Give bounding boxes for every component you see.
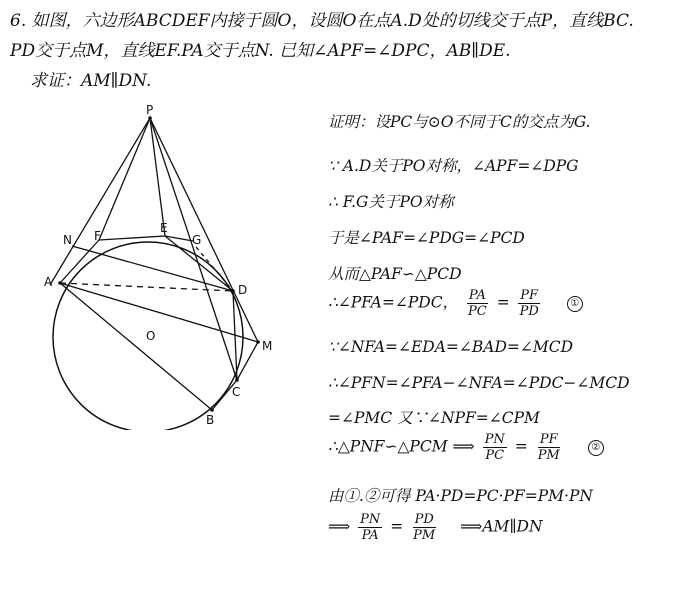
proof-line-2: ∵ A.D关于PO对称，∠APF=∠DPG (328, 157, 579, 175)
label-m: M (262, 339, 273, 353)
proof-line-6-text: ∴∠PFA=∠PDC， (328, 293, 459, 312)
fraction-pn-pa: $\frac{PN}{PA}$ (360, 512, 381, 543)
proof-line-3: ∴ F.G关于PO对称 (328, 193, 454, 211)
proof-line-8: ∴∠PFN=∠PFA−∠NFA=∠PDC−∠MCD (328, 374, 630, 392)
problem-line-1: 6. 如图，六边形ABCDEF内接于圆O，设圆O在点A.D处的切线交于点P，直线BC. (10, 11, 634, 31)
label-f: F (94, 229, 101, 243)
fraction-pf-pm: $\frac{PF}{PM}$ (537, 432, 560, 463)
points (58, 116, 260, 412)
proof-line-10-text: ∴△PNF∽△PCM ⟹ (328, 437, 475, 456)
conclusion: ⟹AM∥DN (460, 517, 543, 536)
proof-line-6: ∴∠PFA=∠PDC， $\frac{PA}{PC}$ = $\frac{PF}{PD}$ ① (328, 288, 583, 319)
equation-marker-2: ② (588, 440, 604, 456)
geometry-figure (0, 100, 330, 430)
proof-line-4: 于是∠PAF=∠PDG=∠PCD (328, 229, 525, 247)
proof-line-1: 证明：设PC与⊙O不同于C的交点为G. (328, 113, 591, 131)
proof-line-11: 由①.②可得 PA·PD=PC·PF=PM·PN (328, 487, 593, 505)
label-b: B (206, 413, 215, 427)
fraction-pf-pd: $\frac{PF}{PD}$ (519, 288, 539, 319)
label-e: E (160, 221, 168, 235)
proof-line-12: ⟹ $\frac{PN}{PA}$ = $\frac{PD}{PM}$ ⟹AM∥DN (328, 512, 543, 543)
label-d: D (238, 283, 248, 297)
proof-line-9: =∠PMC 又∵∠NPF=∠CPM (328, 409, 540, 427)
equation-marker-1: ① (567, 296, 583, 312)
problem-line-3: 求证：AM∥DN. (30, 71, 152, 91)
fraction-pa-pc: $\frac{PA}{PC}$ (468, 288, 487, 319)
proof-line-7: ∵∠NFA=∠EDA=∠BAD=∠MCD (328, 338, 574, 356)
problem-line-2: PD交于点M，直线EF.PA交于点N. 已知∠APF=∠DPC，AB∥DE. (10, 41, 511, 61)
label-c: C (232, 385, 241, 399)
label-a: A (44, 275, 53, 289)
label-g: G (192, 233, 202, 247)
label-o: O (146, 329, 156, 343)
proof-line-5: 从而△PAF∽△PCD (328, 265, 462, 283)
fraction-pn-pc: $\frac{PN}{PC}$ (484, 432, 505, 463)
fraction-pd-pm: $\frac{PD}{PM}$ (413, 512, 436, 543)
label-p: P (146, 103, 154, 117)
proof-line-10: ∴△PNF∽△PCM ⟹ $\frac{PN}{PC}$ = $\frac{PF}{PM}$ ② (328, 432, 604, 463)
hexagon-abcdef (60, 236, 237, 410)
problem-statement (10, 6, 686, 96)
label-n: N (63, 233, 72, 247)
